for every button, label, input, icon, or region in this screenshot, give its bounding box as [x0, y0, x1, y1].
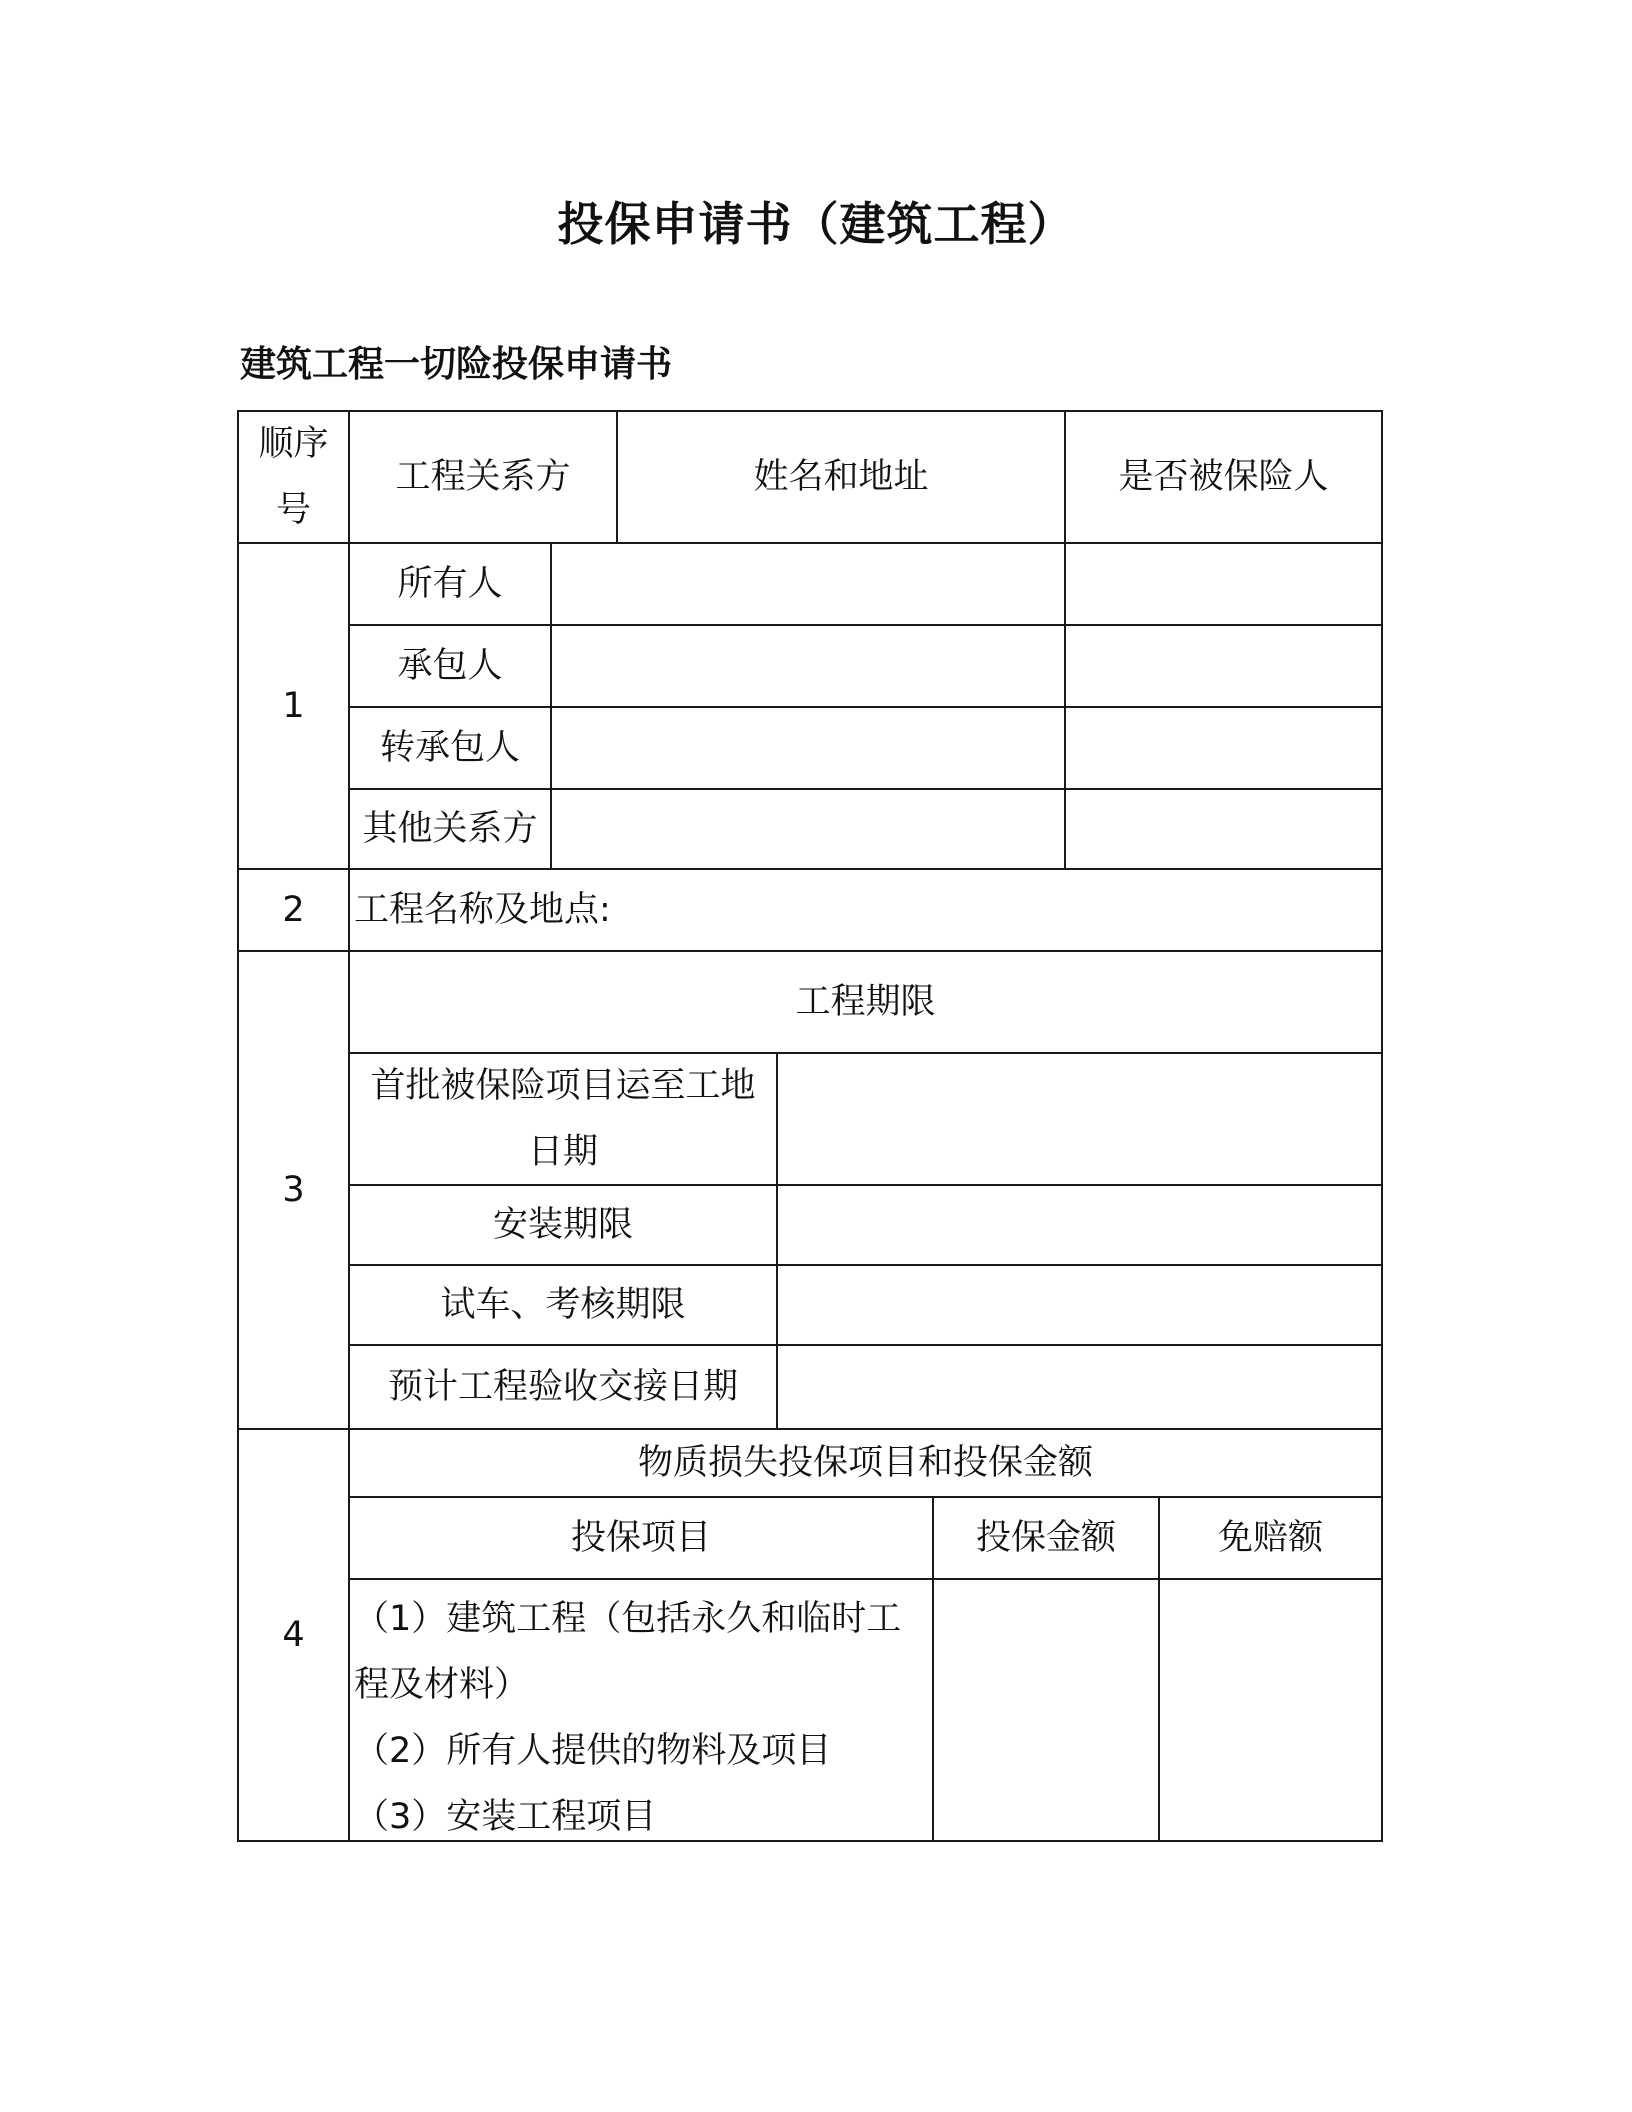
first-delivery-date-label: 首批被保险项目运至工地日期: [370, 1066, 756, 1172]
col-insured-item: [348, 1496, 934, 1580]
header-is-insured-label: 是否被保险人: [1118, 457, 1329, 497]
header-seq: [237, 410, 350, 544]
project-period-heading: [348, 950, 1383, 1054]
owner-is-insured-field[interactable]: [1064, 542, 1383, 626]
insured-item-2: （2）所有人提供的物料及项目: [354, 1731, 832, 1771]
first-delivery-date-field[interactable]: [776, 1052, 1383, 1186]
project-name-location-label: 工程名称及地点:: [354, 890, 611, 930]
other-is-insured-field[interactable]: [1064, 788, 1383, 870]
owner-name-address-field[interactable]: [550, 542, 1066, 626]
installation-period-label: 安装期限: [492, 1205, 633, 1245]
contractor-name-address-field[interactable]: [550, 624, 1066, 708]
installation-period: [348, 1184, 778, 1266]
section3-number-label: 3: [282, 1170, 305, 1210]
header-name-address: [616, 410, 1066, 544]
party-subcontractor: [348, 706, 552, 790]
insured-item-1: （1）建筑工程（包括永久和临时工程及材料）: [354, 1599, 902, 1705]
deductible-field[interactable]: [1158, 1578, 1383, 1842]
trial-test-period-field[interactable]: [776, 1264, 1383, 1346]
trial-test-period: [348, 1264, 778, 1346]
subcontractor-name-address-field[interactable]: [550, 706, 1066, 790]
header-name-address-label: 姓名和地址: [753, 457, 929, 497]
material-loss-heading: [348, 1428, 1383, 1498]
col-insured-amount-label: 投保金额: [975, 1518, 1116, 1558]
header-party-label: 工程关系方: [395, 457, 571, 497]
section2-number-label: 2: [282, 890, 305, 930]
header-seq-label: 顺序号: [258, 424, 329, 530]
col-deductible-label: 免赔额: [1217, 1518, 1323, 1558]
insured-items-list: [348, 1578, 934, 1842]
party-owner-label: 所有人: [397, 564, 503, 604]
subcontractor-is-insured-field[interactable]: [1064, 706, 1383, 790]
party-owner: [348, 542, 552, 626]
party-other-label: 其他关系方: [362, 809, 538, 849]
form-subtitle: 建筑工程一切险投保申请书: [240, 344, 673, 385]
expected-acceptance-date: [348, 1344, 778, 1430]
section2-number: [237, 868, 350, 952]
trial-test-period-label: 试车、考核期限: [440, 1285, 686, 1325]
col-deductible: [1158, 1496, 1383, 1580]
expected-acceptance-date-field[interactable]: [776, 1344, 1383, 1430]
material-loss-heading-label: 物质损失投保项目和投保金额: [637, 1443, 1093, 1483]
col-insured-amount: [932, 1496, 1160, 1580]
document-title: 投保申请书（建筑工程）: [557, 197, 1075, 251]
header-party: [348, 410, 618, 544]
header-is-insured: [1064, 410, 1383, 544]
party-contractor: [348, 624, 552, 708]
project-period-heading-label: 工程期限: [795, 982, 936, 1022]
contractor-is-insured-field[interactable]: [1064, 624, 1383, 708]
other-name-address-field[interactable]: [550, 788, 1066, 870]
col-insured-item-label: 投保项目: [570, 1518, 711, 1558]
section1-number-label: 1: [282, 686, 305, 726]
expected-acceptance-date-label: 预计工程验收交接日期: [387, 1367, 738, 1407]
project-name-location-field[interactable]: [348, 868, 1383, 952]
section3-number: [237, 950, 350, 1430]
insured-item-3: （3）安装工程项目: [354, 1797, 657, 1837]
section1-number: [237, 542, 350, 870]
party-subcontractor-label: 转承包人: [379, 728, 520, 768]
section4-number-label: 4: [282, 1615, 305, 1655]
first-delivery-date: [348, 1052, 778, 1186]
insured-amount-field[interactable]: [932, 1578, 1160, 1842]
party-other: [348, 788, 552, 870]
section4-number: [237, 1428, 350, 1842]
installation-period-field[interactable]: [776, 1184, 1383, 1266]
party-contractor-label: 承包人: [397, 646, 503, 686]
